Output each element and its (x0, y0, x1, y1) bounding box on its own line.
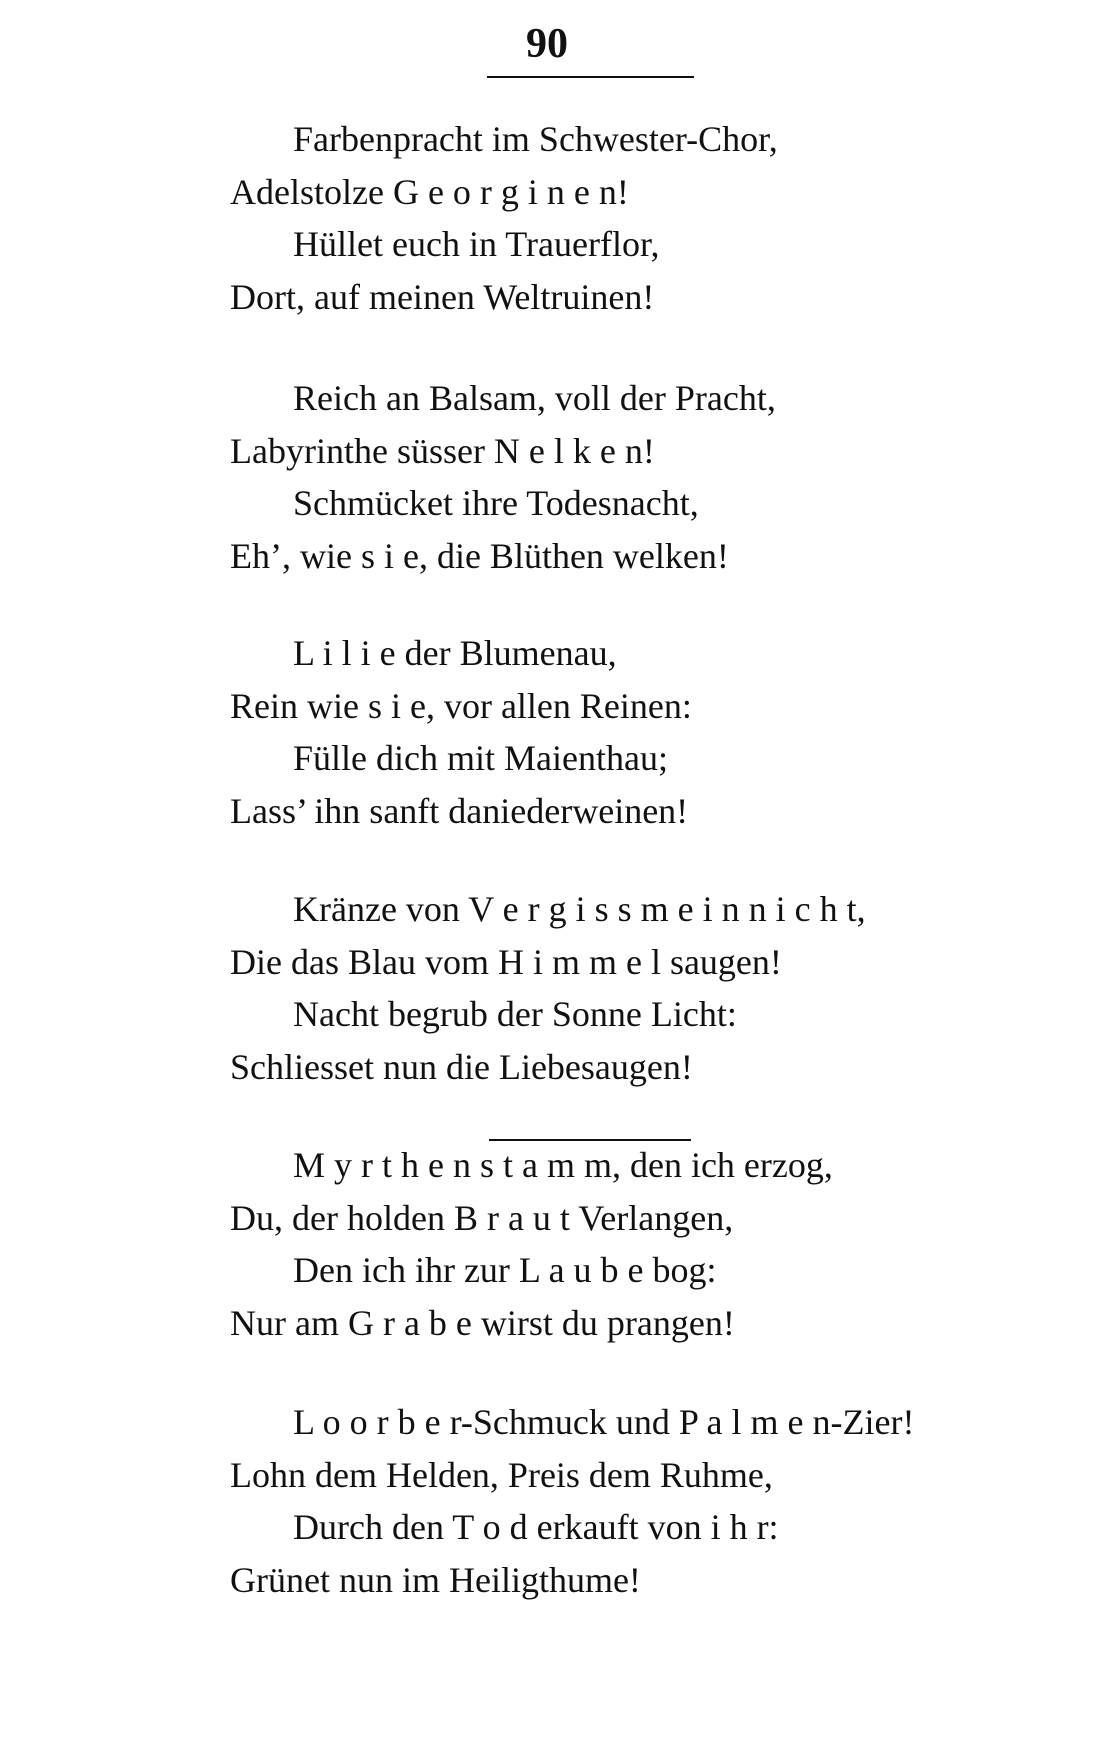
verse-line: Lass’ ihn sanft daniederweinen! (230, 790, 689, 831)
verse-line: Schmücket ihre Todesnacht, (293, 483, 699, 523)
stanza-3 (230, 627, 1060, 837)
verse-line: Du, der holden B r a u t Verlangen, (230, 1197, 734, 1238)
verse-line: L i l i e der Blumenau, (293, 633, 617, 673)
verse-line: Rein wie s i e, vor allen Reinen: (230, 685, 692, 726)
verse-line: M y r t h e n s t a m m, den ich erzog, (293, 1145, 833, 1185)
verse-line: Nacht begrub der Sonne Licht: (293, 994, 737, 1034)
verse-line: Nur am G r a b e wirst du prangen! (230, 1302, 735, 1343)
verse-line: Die das Blau vom H i m m e l saugen! (230, 941, 782, 982)
stanza-6 (230, 1396, 1060, 1606)
verse-line: Labyrinthe süsser N e l k e n! (230, 430, 655, 471)
verse-line: Lohn dem Helden, Preis dem Ruhme, (230, 1454, 773, 1495)
verse-line: L o o r b e r-Schmuck und P a l m e n-Zier! (293, 1402, 915, 1442)
verse-line: Reich an Balsam, voll der Pracht, (293, 378, 776, 418)
verse-line: Durch den T o d erkauft von i h r: (293, 1507, 779, 1547)
stanza-4 (230, 883, 1060, 1093)
verse-line: Farbenpracht im Schwester-Chor, (293, 119, 778, 159)
stanza-1 (230, 113, 1060, 323)
verse-line: Grünet nun im Heiligthume! (230, 1559, 641, 1600)
verse-line: Dort, auf meinen Weltruinen! (230, 276, 655, 317)
verse-line: Fülle dich mit Maienthau; (293, 738, 668, 778)
stanza-2 (230, 372, 1060, 582)
verse-line: Den ich ihr zur L a u b e bog: (293, 1250, 717, 1290)
stanza-5 (230, 1139, 1060, 1349)
header-rule (487, 76, 694, 78)
verse-line: Adelstolze G e o r g i n e n! (230, 171, 629, 212)
verse-line: Schliesset nun die Liebesaugen! (230, 1046, 693, 1087)
verse-line: Eh’, wie s i e, die Blüthen welken! (230, 535, 729, 576)
verse-line: Kränze von V e r g i s s m e i n n i c h t, (293, 889, 866, 929)
verse-line: Hüllet euch in Trauerflor, (293, 224, 660, 264)
page-number: 90 (526, 21, 568, 67)
